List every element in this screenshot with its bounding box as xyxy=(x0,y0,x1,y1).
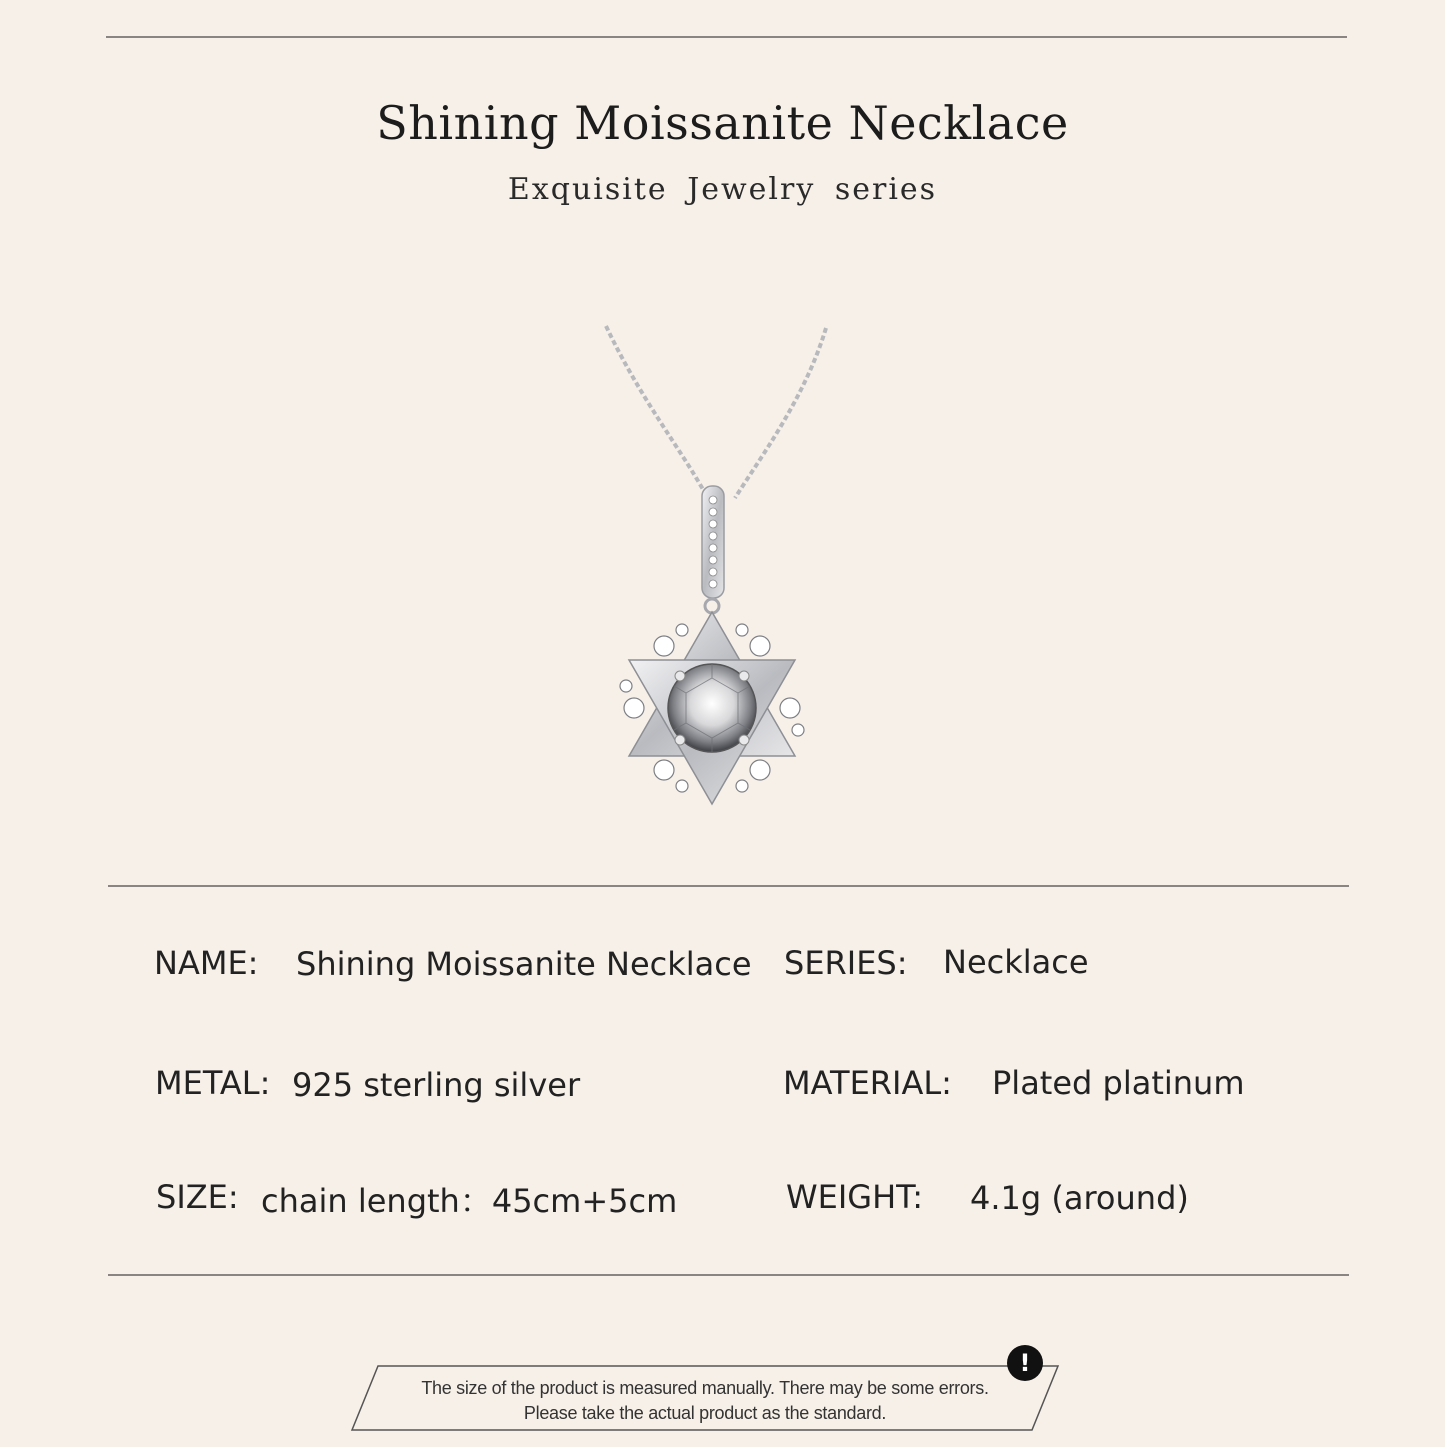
necklace-product-image xyxy=(590,318,850,808)
weight-label: WEIGHT: xyxy=(786,1178,923,1216)
series-value: Necklace xyxy=(943,943,1089,981)
name-label: NAME: xyxy=(154,944,259,982)
middle-divider xyxy=(108,885,1349,887)
top-divider xyxy=(106,36,1347,38)
weight-value: 4.1g (around) xyxy=(970,1179,1189,1217)
metal-value: 925 sterling silver xyxy=(292,1066,581,1104)
series-label: SERIES: xyxy=(784,944,908,982)
page-title: Shining Moissanite Necklace xyxy=(376,96,1069,150)
size-label: SIZE: xyxy=(156,1178,239,1216)
notice-line-1: The size of the product is measured manually. There may be some errors. xyxy=(421,1378,989,1398)
size-value: chain length：45cm+5cm xyxy=(261,1182,678,1220)
page-subtitle: Exquisite Jewelry series xyxy=(507,172,938,207)
bottom-divider xyxy=(108,1274,1349,1276)
notice-line-2: Please take the actual product as the standard. xyxy=(523,1403,887,1423)
material-value: Plated platinum xyxy=(992,1064,1245,1102)
measurement-notice xyxy=(350,1364,1060,1432)
metal-label: METAL: xyxy=(155,1064,271,1102)
material-label: MATERIAL: xyxy=(783,1064,952,1102)
name-value: Shining Moissanite Necklace xyxy=(296,945,752,983)
exclamation-icon: ! xyxy=(1007,1345,1043,1381)
